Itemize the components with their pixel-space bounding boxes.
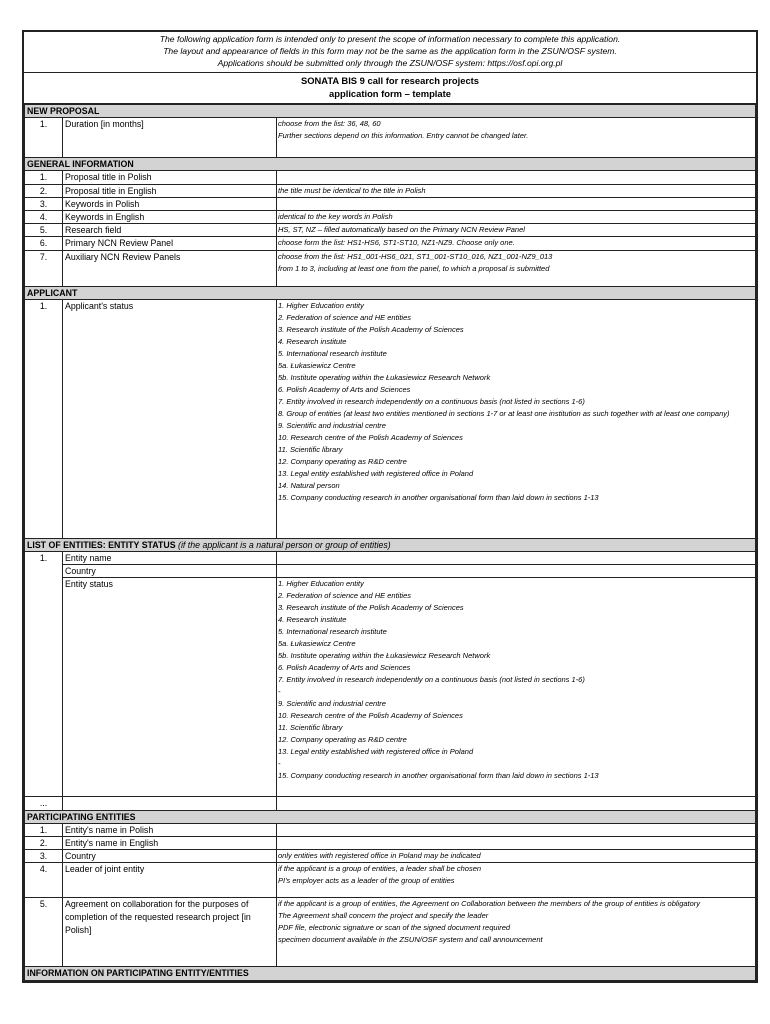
field-label: Applicant's status [63, 299, 277, 538]
field-note-line: 10. Research centre of the Polish Academy of Sciences [278, 432, 463, 442]
section-heading-text: GENERAL INFORMATION [27, 159, 134, 170]
section-heading [25, 810, 756, 823]
section-heading-subtext: (if the applicant is a natural person or group of entities) [178, 539, 391, 550]
field-note-cell[interactable] [277, 118, 756, 158]
field-note-line: 14. Natural person [278, 480, 340, 490]
field-note-line: 8. Group of entities (at least two entities mentioned in sections 1-7 or at least one institution as such together with at least one company) [278, 408, 730, 418]
field-note-line: 4. Research institute [278, 615, 347, 625]
field-label: Duration [in months] [63, 118, 277, 158]
field-note-cell[interactable] [277, 898, 756, 967]
field-note-line: 6. Polish Academy of Arts and Sciences [278, 663, 411, 673]
section-heading-text: INFORMATION ON PARTICIPATING ENTITY/ENTITIES [27, 968, 249, 979]
field-note-line: PDF file, electronic signature or scan of the signed document required [278, 923, 511, 933]
field-note-line: 12. Company operating as R&D centre [278, 735, 407, 745]
row-number: 3. [25, 197, 63, 210]
field-note-line: HS, ST, NZ – filled automatically based on the Primary NCN Review Panel [278, 225, 525, 235]
row-number: 4. [25, 863, 63, 898]
form-notice [24, 32, 756, 73]
field-note-line: choose from the list: 36, 48, 60 [278, 119, 381, 129]
field-note-line: 9. Scientific and industrial centre [278, 420, 386, 430]
field-note-line: 11. Scientific library [278, 444, 343, 454]
row-number: 7. [25, 250, 63, 286]
field-note-cell[interactable] [277, 850, 756, 863]
field-note-line: Further sections depend on this information. Entry cannot be changed later. [278, 131, 529, 141]
field-note-line: 3. Research institute of the Polish Academy of Sciences [278, 603, 464, 613]
field-value-cell[interactable] [277, 797, 756, 810]
title-line: application form – template [329, 87, 451, 99]
field-note-line: 11. Scientific library [278, 723, 343, 733]
field-note-line: 5b. Institute operating within the Łukasiewicz Research Network [278, 651, 491, 661]
section-heading-text: PARTICIPATING ENTITIES [27, 811, 136, 822]
section-information-participating [25, 967, 756, 980]
field-note-line: 9. Scientific and industrial centre [278, 699, 386, 709]
field-note-line: 15. Company conducting research in another organisational form than laid down in sections 1-13 [278, 492, 599, 502]
section-participating-entities [25, 810, 756, 823]
form-row [25, 837, 756, 850]
field-note-line: 5. International research institute [278, 627, 387, 637]
form-row [25, 823, 756, 836]
field-note-line: choose from the list: HS1_001-HS6_021, ST1_001-ST10_016, NZ1_001-NZ9_013 [278, 251, 553, 261]
section-heading-text: LIST OF ENTITIES: ENTITY STATUS [27, 539, 176, 550]
field-note-cell[interactable] [277, 224, 756, 237]
field-note-line: 1. Higher Education entity [278, 579, 364, 589]
field-note-line: 3. Research institute of the Polish Academy of Sciences [278, 324, 464, 334]
application-form-sheet [22, 30, 758, 983]
form-row [25, 850, 756, 863]
notice-line: Applications should be submitted only through the ZSUN/OSF system: https://osf.opi.org.pl [217, 58, 563, 68]
form-row [25, 299, 756, 538]
field-note-line: 12. Company operating as R&D centre [278, 456, 407, 466]
field-note-line: from 1 to 3, including at least one from the panel, to which a proposal is submitted [278, 263, 550, 273]
notice-line: The following application form is intended only to present the scope of information necessary to complete this application. [159, 34, 621, 44]
field-note-cell[interactable] [277, 863, 756, 898]
field-note-line: 2. Federation of science and HE entities [278, 312, 411, 322]
field-note-line: 1. Higher Education entity [278, 300, 364, 310]
row-number: 2. [25, 184, 63, 197]
row-number: 1. [25, 823, 63, 836]
form-row [25, 184, 756, 197]
section-list-of-entities [25, 538, 756, 551]
field-note-cell[interactable] [277, 197, 756, 210]
field-label: Entity's name in English [63, 837, 277, 850]
field-note-line: 7. Entity involved in research independently on a continuous basis (not listed in sections 1-6) [278, 396, 585, 406]
row-number: ... [25, 797, 63, 810]
field-note-line: if the applicant is a group of entities, a leader shall be chosen [278, 864, 482, 874]
field-label: Agreement on collaboration for the purposes of completion of the requested research project [in Polish] [63, 898, 277, 967]
form-row [25, 797, 756, 810]
notice-line: The layout and appearance of fields in this form may not be the same as the application form in the ZSUN/OSF system. [163, 46, 617, 56]
row-number: 1. [25, 552, 63, 797]
field-label: Leader of joint entity [63, 863, 277, 898]
form-table [24, 104, 756, 981]
field-note-cell[interactable] [277, 237, 756, 250]
field-note-line: 4. Research institute [278, 336, 347, 346]
field-note-cell[interactable] [277, 211, 756, 224]
field-label: Proposal title in English [63, 184, 277, 197]
field-note-line: 5b. Institute operating within the Łukasiewicz Research Network [278, 372, 491, 382]
field-note-cell[interactable] [277, 823, 756, 836]
field-note-cell[interactable] [277, 171, 756, 184]
row-number: 1. [25, 299, 63, 538]
field-note-line: only entities with registered office in Poland may be indicated [278, 851, 481, 861]
row-number: 1. [25, 118, 63, 158]
field-note-line: 7. Entity involved in research independently on a continuous basis (not listed in sections 1-6) [278, 675, 585, 685]
section-new-proposal [25, 105, 756, 118]
form-row [25, 250, 756, 286]
row-number: 5. [25, 224, 63, 237]
field-note-cell[interactable] [277, 250, 756, 286]
row-number: 1. [25, 171, 63, 184]
section-general-information [25, 158, 756, 171]
row-number: 4. [25, 211, 63, 224]
row-number: 2. [25, 837, 63, 850]
field-label: Entity name [63, 552, 277, 565]
field-label: Auxiliary NCN Review Panels [63, 250, 277, 286]
field-label: Entity status [63, 578, 277, 797]
field-note-line: if the applicant is a group of entities, the Agreement on Collaboration between the members of the group of entities is obligatory [278, 899, 701, 909]
section-applicant [25, 286, 756, 299]
form-row [25, 197, 756, 210]
form-row [25, 552, 756, 565]
section-heading [25, 538, 756, 551]
form-row [25, 171, 756, 184]
form-row [25, 118, 756, 158]
form-row [25, 211, 756, 224]
section-heading-text: NEW PROPOSAL [27, 106, 100, 116]
section-heading [25, 158, 756, 171]
field-note-line: 13. Legal entity established with registered office in Poland [278, 747, 474, 757]
field-label: Keywords in Polish [63, 197, 277, 210]
form-title [24, 73, 756, 104]
row-number: 5. [25, 898, 63, 967]
field-note-line: choose form the list: HS1-HS6, ST1-ST10, NZ1-NZ9. Choose only one. [278, 238, 515, 248]
field-note-line: - [278, 759, 281, 769]
field-label [63, 797, 277, 810]
field-note-cell[interactable] [277, 837, 756, 850]
field-label: Entity's name in Polish [63, 823, 277, 836]
field-note-cell[interactable] [277, 184, 756, 197]
section-heading [25, 286, 756, 299]
field-label: Research field [63, 224, 277, 237]
field-note-line: 15. Company conducting research in another organisational form than laid down in sections 1-13 [278, 771, 599, 781]
field-value-cell[interactable] [277, 552, 756, 565]
field-note-line: 13. Legal entity established with registered office in Poland [278, 468, 474, 478]
field-note-line: 5. International research institute [278, 348, 387, 358]
form-row [25, 224, 756, 237]
field-note-line: the title must be identical to the title in Polish [278, 185, 426, 195]
field-note-line: - [278, 687, 281, 697]
field-label: Primary NCN Review Panel [63, 237, 277, 250]
form-row [25, 863, 756, 898]
field-note-cell[interactable] [277, 299, 756, 538]
title-line: SONATA BIS 9 call for research projects [300, 75, 479, 86]
field-note-line: 2. Federation of science and HE entities [278, 591, 411, 601]
field-label: Proposal title in Polish [63, 171, 277, 184]
field-label: Keywords in English [63, 211, 277, 224]
form-row [25, 565, 756, 578]
form-row [25, 237, 756, 250]
row-number: 3. [25, 850, 63, 863]
field-note-line: 5a. Łukasiewicz Centre [278, 360, 356, 370]
field-note-line: 6. Polish Academy of Arts and Sciences [278, 384, 411, 394]
field-label: Country [63, 565, 277, 578]
field-note-line: specimen document available in the ZSUN/OSF system and call announcement [278, 935, 543, 945]
section-heading [25, 967, 756, 980]
field-note-line: 5a. Łukasiewicz Centre [278, 639, 356, 649]
field-note-line: identical to the key words in Polish [278, 212, 393, 222]
section-heading [25, 105, 756, 118]
form-row [25, 578, 756, 797]
field-note-line: The Agreement shall concern the project and specify the leader [278, 911, 489, 921]
section-heading-text: APPLICANT [27, 287, 78, 298]
field-note-line: PI's employer acts as a leader of the group of entities [278, 876, 455, 886]
field-label: Country [63, 850, 277, 863]
field-note-cell[interactable] [277, 578, 756, 797]
row-number: 6. [25, 237, 63, 250]
field-note-line: 10. Research centre of the Polish Academy of Sciences [278, 711, 463, 721]
form-row [25, 898, 756, 967]
field-value-cell[interactable] [277, 565, 756, 578]
